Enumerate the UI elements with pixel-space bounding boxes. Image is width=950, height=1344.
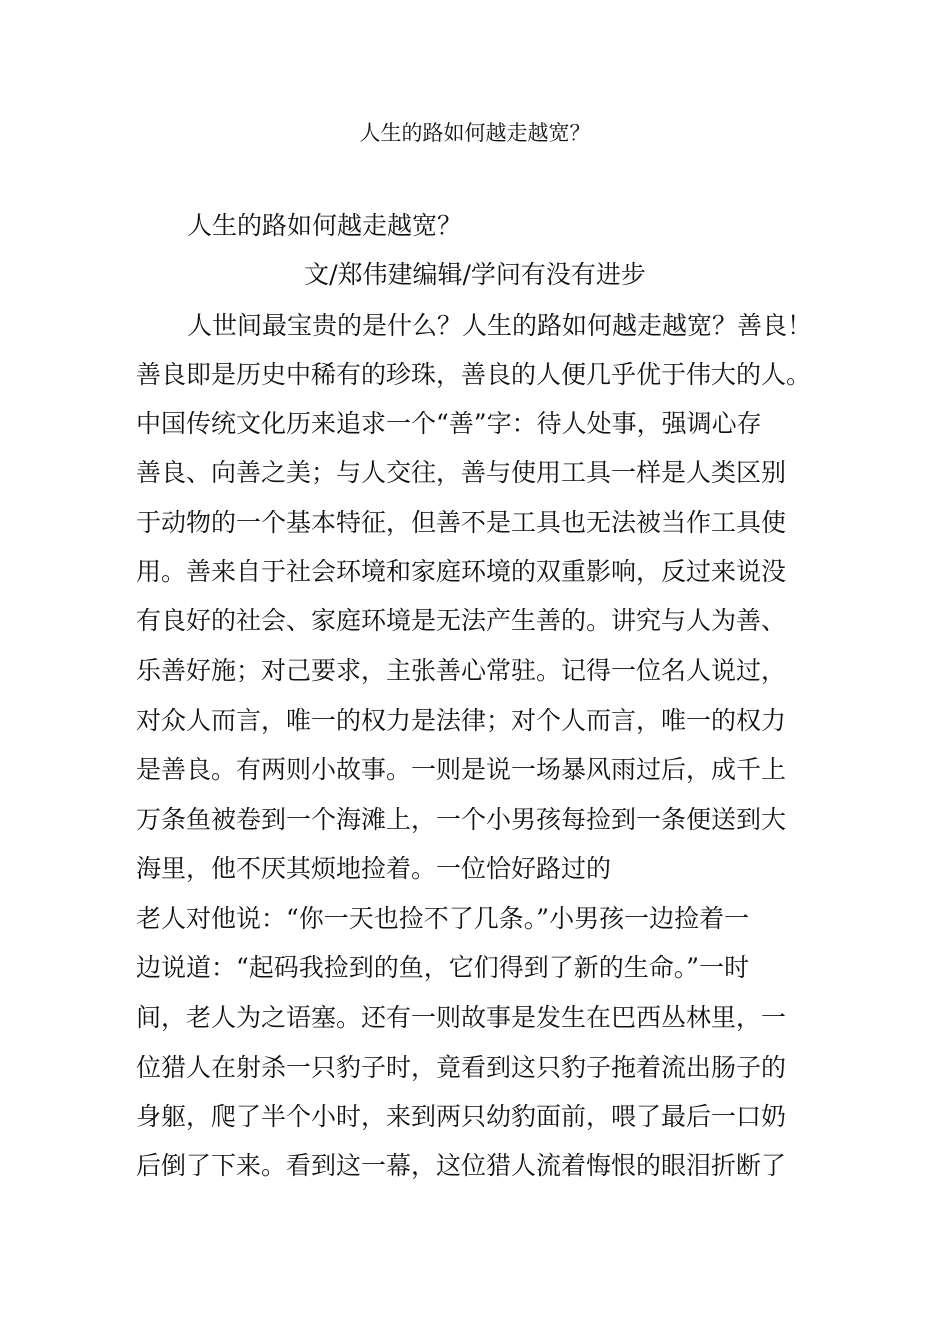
body-line: 善良、向善之美；与人交往，善与使用工具一样是人类区别 xyxy=(136,458,787,487)
body-line: 用。善来自于社会环境和家庭环境的双重影响，反过来说没 xyxy=(136,557,787,586)
body-line: 乐善好施；对己要求，主张善心常驻。记得一位名人说过， xyxy=(136,656,787,685)
body-line: 万条鱼被卷到一个海滩上，一个小男孩每捡到一条便送到大 xyxy=(136,805,787,834)
body-line: 人世间最宝贵的是什么？人生的路如何越走越宽？善良！ xyxy=(187,311,813,340)
body-line: 中国传统文化历来追求一个“善”字：待人处事，强调心存 xyxy=(136,409,762,438)
body-line: 于动物的一个基本特征，但善不是工具也无法被当作工具使 xyxy=(136,508,787,537)
body-line: 海里，他不厌其烦地捡着。一位恰好路过的 xyxy=(136,854,612,883)
body-line: 间，老人为之语塞。还有一则故事是发生在巴西丛林里，一 xyxy=(136,1003,787,1032)
article-byline: 文/郑伟建编辑/学问有没有进步 xyxy=(304,260,646,289)
body-line: 对众人而言，唯一的权力是法律；对个人而言，唯一的权力 xyxy=(136,706,787,735)
body-line: 边说道：“起码我捡到的鱼，它们得到了新的生命。”一时 xyxy=(136,953,750,982)
body-line: 有良好的社会、家庭环境是无法产生善的。讲究与人为善、 xyxy=(136,606,787,635)
document-title: 人生的路如何越走越宽？ xyxy=(359,121,591,145)
body-line: 老人对他说：“你一天也捡不了几条。”小男孩一边捡着一 xyxy=(136,904,750,933)
body-line: 善良即是历史中稀有的珍珠，善良的人便几乎优于伟大的人。 xyxy=(136,360,812,389)
body-line: 位猎人在射杀一只豹子时，竟看到这只豹子拖着流出肠子的 xyxy=(136,1053,787,1082)
body-line: 是善良。有两则小故事。一则是说一场暴风雨过后，成千上 xyxy=(136,755,787,784)
body-line: 身躯，爬了半个小时，来到两只幼豹面前，喂了最后一口奶 xyxy=(136,1102,787,1131)
article-heading: 人生的路如何越走越宽？ xyxy=(187,211,463,240)
body-line: 后倒了下来。看到这一幕，这位猎人流着悔恨的眼泪折断了 xyxy=(136,1151,787,1180)
